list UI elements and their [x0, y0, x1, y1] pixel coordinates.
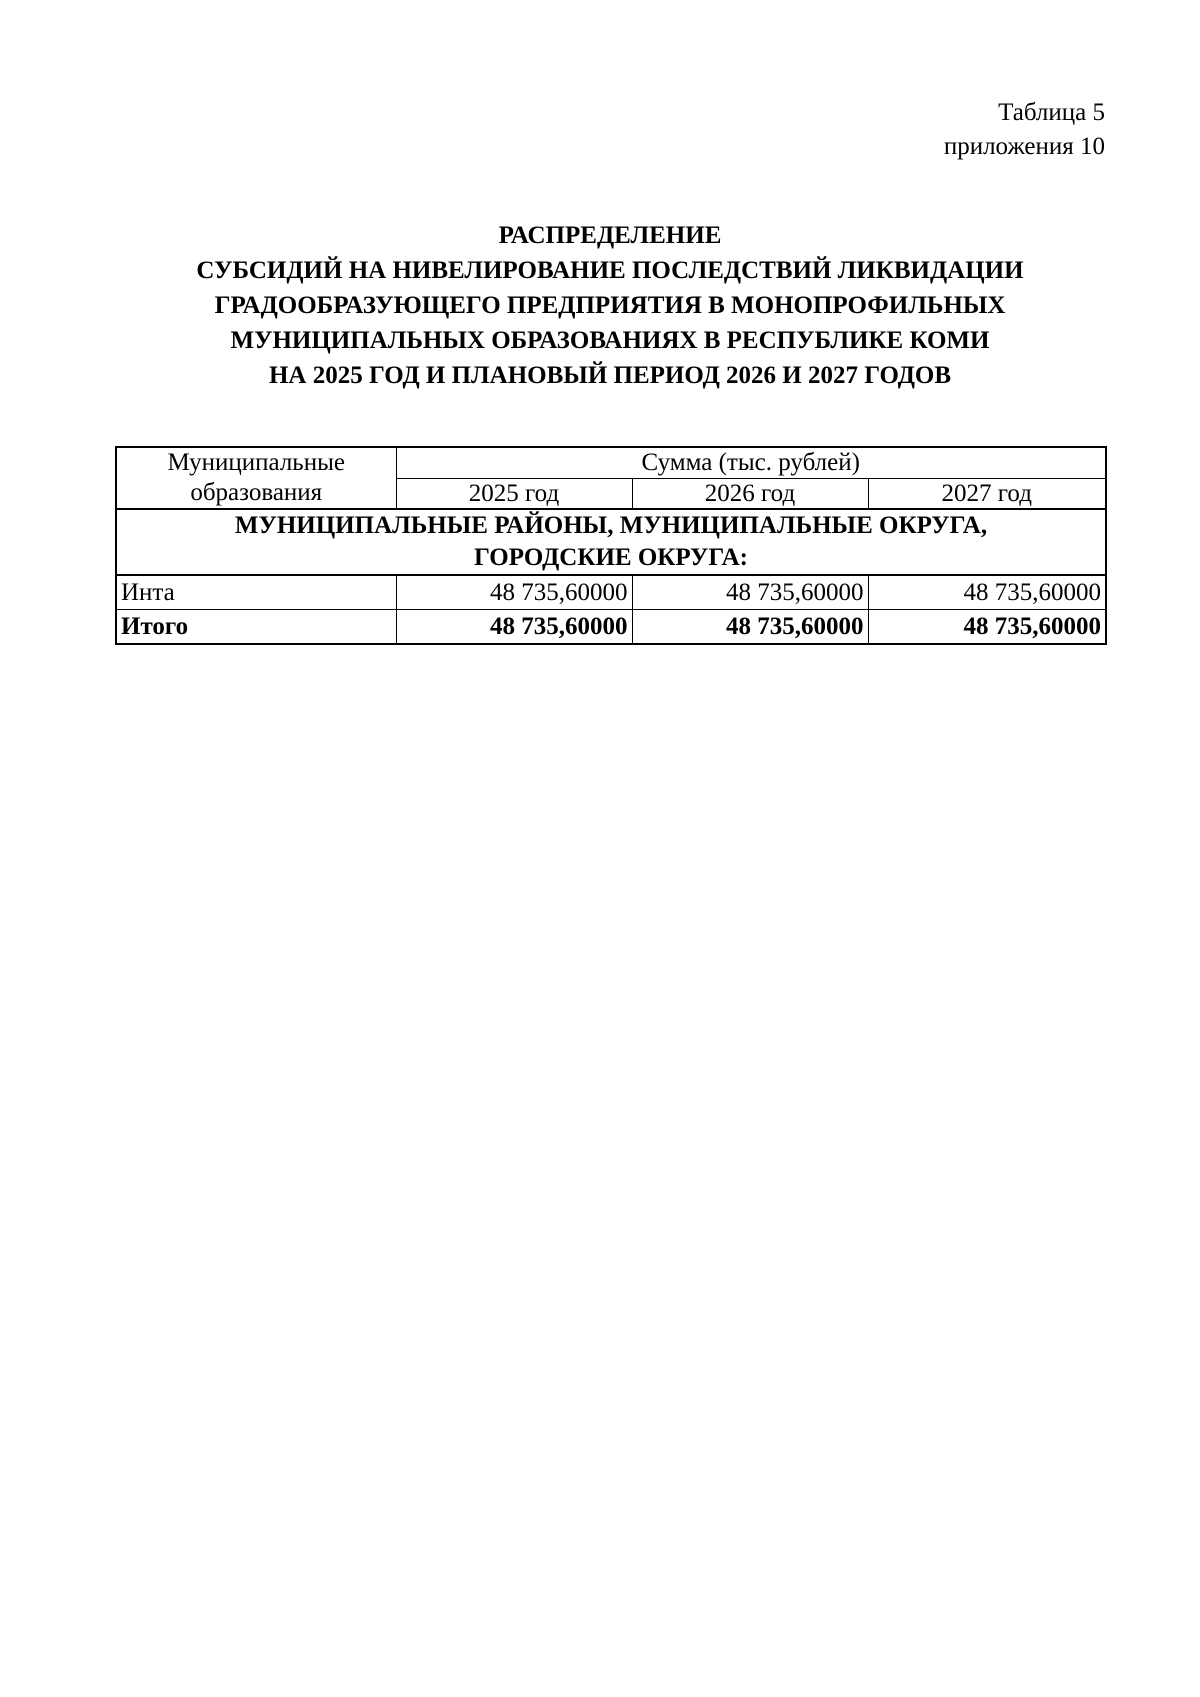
title-line: СУБСИДИЙ НА НИВЕЛИРОВАНИЕ ПОСЛЕДСТВИЙ ЛИКВИДАЦИИ [196, 257, 1024, 284]
year-header-2025: 2025 год [396, 478, 632, 509]
appendix-label: приложения 10 [943, 133, 1105, 160]
total-row [116, 610, 1106, 645]
section-heading [116, 509, 1106, 575]
amount-2025: 48 735,60000 [396, 575, 632, 610]
total-2027: 48 735,60000 [868, 610, 1106, 645]
title-line: НА 2025 ГОД И ПЛАНОВЫЙ ПЕРИОД 2026 И 2027 ГОДОВ [268, 362, 952, 389]
municipality-header-line: Муниципальные [167, 449, 345, 476]
amount-2026: 48 735,60000 [632, 575, 868, 610]
year-header-2027: 2027 год [868, 478, 1106, 509]
distribution-table [115, 446, 1107, 645]
title-line: ГРАДООБРАЗУЮЩЕГО ПРЕДПРИЯТИЯ В МОНОПРОФИЛЬНЫХ [214, 292, 1006, 319]
municipality-name: Инта [116, 575, 396, 610]
municipality-header [116, 447, 396, 509]
header-row-1 [116, 447, 1106, 478]
sum-header: Сумма (тыс. рублей) [396, 447, 1106, 478]
total-label: Итого [116, 610, 396, 645]
table-reference [944, 96, 1105, 164]
section-heading-line: МУНИЦИПАЛЬНЫЕ РАЙОНЫ, МУНИЦИПАЛЬНЫЕ ОКРУГА, [234, 512, 988, 539]
title-line: РАСПРЕДЕЛЕНИЕ [498, 222, 722, 249]
total-2025: 48 735,60000 [396, 610, 632, 645]
section-row [116, 509, 1106, 575]
table-number-label: Таблица 5 [998, 99, 1105, 126]
title-line: МУНИЦИПАЛЬНЫХ ОБРАЗОВАНИЯХ В РЕСПУБЛИКЕ КОМИ [230, 327, 990, 354]
section-heading-line: ГОРОДСКИЕ ОКРУГА: [474, 544, 748, 571]
amount-2027: 48 735,60000 [868, 575, 1106, 610]
municipality-header-line: образования [190, 479, 323, 506]
year-header-2026: 2026 год [632, 478, 868, 509]
total-2026: 48 735,60000 [632, 610, 868, 645]
table-row [116, 575, 1106, 610]
document-title [110, 218, 1110, 393]
